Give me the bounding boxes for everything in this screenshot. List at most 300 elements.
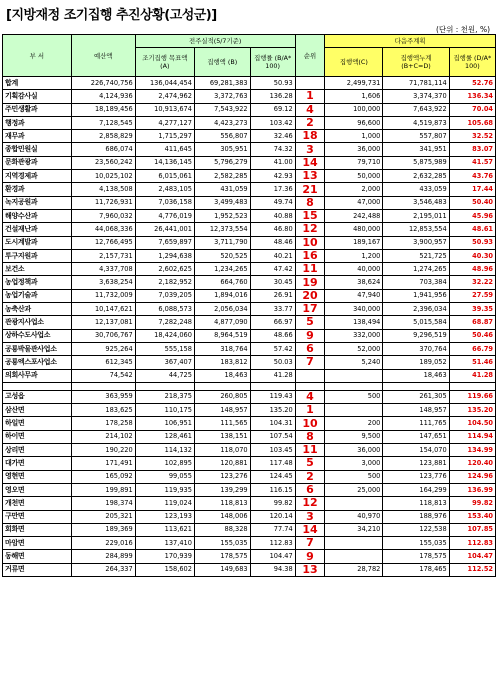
dept-name-cell: 종합민원실 bbox=[3, 143, 72, 156]
table-row bbox=[3, 329, 496, 342]
value-cell: 189,369 bbox=[71, 523, 135, 536]
value-cell: 8,964,519 bbox=[194, 329, 250, 342]
table-row bbox=[3, 417, 496, 430]
value-cell: 120,881 bbox=[194, 457, 250, 470]
value-cell: 433,059 bbox=[383, 183, 449, 196]
value-cell: 30,706,767 bbox=[71, 329, 135, 342]
value-cell: 147,651 bbox=[383, 430, 449, 443]
value-cell: 116.15 bbox=[250, 483, 295, 496]
value-cell: 6,088,573 bbox=[135, 303, 194, 316]
dept-name-cell: 구만면 bbox=[3, 510, 72, 523]
table-row bbox=[3, 444, 496, 457]
value-cell: 74.32 bbox=[250, 143, 295, 156]
value-cell: 703,384 bbox=[383, 276, 449, 289]
value-cell: 3,372,763 bbox=[194, 90, 250, 103]
value-cell: 500 bbox=[325, 470, 383, 483]
dept-name-cell: 주민생활과 bbox=[3, 103, 72, 116]
value-cell: 123,776 bbox=[383, 470, 449, 483]
value-cell: 1,234,265 bbox=[194, 263, 250, 276]
dept-name-cell: 삼산면 bbox=[3, 404, 72, 417]
table-row bbox=[3, 356, 496, 369]
next-rate-cell: 32.52 bbox=[449, 130, 495, 143]
next-rate-cell: 51.46 bbox=[449, 356, 495, 369]
value-cell: 154,070 bbox=[383, 444, 449, 457]
value-cell: 363,959 bbox=[71, 390, 135, 403]
value-cell: 40.88 bbox=[250, 209, 295, 222]
value-cell: 7,039,205 bbox=[135, 289, 194, 302]
header-prev-week: 전주실적(5/7기준) bbox=[135, 35, 295, 48]
table-row bbox=[3, 130, 496, 143]
value-cell: 71,781,114 bbox=[383, 77, 449, 90]
value-cell: 178,575 bbox=[194, 550, 250, 563]
table-row bbox=[3, 550, 496, 563]
value-cell: 4,337,708 bbox=[71, 263, 135, 276]
table-row bbox=[3, 116, 496, 129]
rank-cell: 10 bbox=[295, 417, 325, 430]
next-rate-cell: 66.79 bbox=[449, 342, 495, 355]
next-rate-cell: 27.59 bbox=[449, 289, 495, 302]
value-cell: 69.12 bbox=[250, 103, 295, 116]
value-cell: 1,952,523 bbox=[194, 209, 250, 222]
value-cell: 50.03 bbox=[250, 356, 295, 369]
table-row bbox=[3, 223, 496, 236]
dept-name-cell: 개천면 bbox=[3, 497, 72, 510]
value-cell: 99,055 bbox=[135, 470, 194, 483]
value-cell: 100,000 bbox=[325, 103, 383, 116]
value-cell: 205,321 bbox=[71, 510, 135, 523]
value-cell: 1,000 bbox=[325, 130, 383, 143]
value-cell: 28,782 bbox=[325, 563, 383, 576]
value-cell: 18,463 bbox=[383, 369, 449, 382]
value-cell: 111,565 bbox=[194, 417, 250, 430]
rank-cell: 3 bbox=[295, 510, 325, 523]
value-cell: 7,659,897 bbox=[135, 236, 194, 249]
value-cell: 226,740,756 bbox=[71, 77, 135, 90]
value-cell: 40,000 bbox=[325, 263, 383, 276]
value-cell: 18,463 bbox=[194, 369, 250, 382]
next-rate-cell: 105.68 bbox=[449, 116, 495, 129]
table-row bbox=[3, 563, 496, 576]
value-cell: 10,913,674 bbox=[135, 103, 194, 116]
value-cell: 664,760 bbox=[194, 276, 250, 289]
gap-cell bbox=[71, 382, 135, 390]
table-row bbox=[3, 510, 496, 523]
value-cell: 34,210 bbox=[325, 523, 383, 536]
value-cell: 4,776,019 bbox=[135, 209, 194, 222]
value-cell: 7,128,545 bbox=[71, 116, 135, 129]
value-cell: 3,638,254 bbox=[71, 276, 135, 289]
dept-name-cell: 거류면 bbox=[3, 563, 72, 576]
value-cell: 200 bbox=[325, 417, 383, 430]
value-cell: 49.74 bbox=[250, 196, 295, 209]
value-cell: 99.82 bbox=[250, 497, 295, 510]
value-cell: 2,182,952 bbox=[135, 276, 194, 289]
table-row bbox=[3, 276, 496, 289]
value-cell: 178,575 bbox=[383, 550, 449, 563]
value-cell: 47.42 bbox=[250, 263, 295, 276]
next-rate-cell: 50.93 bbox=[449, 236, 495, 249]
value-cell: 3,711,790 bbox=[194, 236, 250, 249]
value-cell: 57.42 bbox=[250, 342, 295, 355]
value-cell: 123,881 bbox=[383, 457, 449, 470]
value-cell: 41.28 bbox=[250, 369, 295, 382]
value-cell: 44,725 bbox=[135, 369, 194, 382]
value-cell: 40.21 bbox=[250, 249, 295, 262]
dept-name-cell: 재무과 bbox=[3, 130, 72, 143]
value-cell: 520,525 bbox=[194, 249, 250, 262]
value-cell: 556,807 bbox=[194, 130, 250, 143]
dept-name-cell: 농업정책과 bbox=[3, 276, 72, 289]
rank-cell: 6 bbox=[295, 483, 325, 496]
value-cell: 77.74 bbox=[250, 523, 295, 536]
value-cell: 367,407 bbox=[135, 356, 194, 369]
value-cell: 118,813 bbox=[383, 497, 449, 510]
value-cell: 10,147,621 bbox=[71, 303, 135, 316]
value-cell: 2,602,625 bbox=[135, 263, 194, 276]
table-row bbox=[3, 90, 496, 103]
header-budget: 예산액 bbox=[71, 35, 135, 77]
value-cell: 36,000 bbox=[325, 143, 383, 156]
header-target: 조기집행 목표액(A) bbox=[135, 48, 194, 77]
value-cell: 165,092 bbox=[71, 470, 135, 483]
value-cell bbox=[325, 537, 383, 550]
value-cell: 135.20 bbox=[250, 404, 295, 417]
value-cell: 7,543,922 bbox=[194, 103, 250, 116]
next-rate-cell: 135.20 bbox=[449, 404, 495, 417]
table-row bbox=[3, 430, 496, 443]
value-cell: 199,891 bbox=[71, 483, 135, 496]
value-cell: 74,542 bbox=[71, 369, 135, 382]
rank-cell: 8 bbox=[295, 196, 325, 209]
value-cell: 370,764 bbox=[383, 342, 449, 355]
value-cell: 242,488 bbox=[325, 209, 383, 222]
rank-cell: 6 bbox=[295, 342, 325, 355]
table-row bbox=[3, 289, 496, 302]
header-next-week: 다음주계획 bbox=[325, 35, 496, 48]
value-cell: 158,602 bbox=[135, 563, 194, 576]
value-cell: 189,052 bbox=[383, 356, 449, 369]
value-cell: 183,812 bbox=[194, 356, 250, 369]
value-cell: 183,625 bbox=[71, 404, 135, 417]
value-cell: 555,158 bbox=[135, 342, 194, 355]
next-rate-cell: 17.44 bbox=[449, 183, 495, 196]
value-cell: 69,281,383 bbox=[194, 77, 250, 90]
value-cell: 122,538 bbox=[383, 523, 449, 536]
rank-cell: 5 bbox=[295, 316, 325, 329]
value-cell: 42.93 bbox=[250, 170, 295, 183]
dept-name-cell: 합계 bbox=[3, 77, 72, 90]
value-cell: 5,875,989 bbox=[383, 156, 449, 169]
value-cell: 178,465 bbox=[383, 563, 449, 576]
rank-cell: 11 bbox=[295, 444, 325, 457]
table-row bbox=[3, 470, 496, 483]
value-cell: 5,796,279 bbox=[194, 156, 250, 169]
value-cell: 26,441,001 bbox=[135, 223, 194, 236]
value-cell: 480,000 bbox=[325, 223, 383, 236]
value-cell: 44,068,336 bbox=[71, 223, 135, 236]
next-rate-cell: 134.99 bbox=[449, 444, 495, 457]
dept-name-cell: 공룡박물관사업소 bbox=[3, 342, 72, 355]
next-rate-cell: 52.76 bbox=[449, 77, 495, 90]
value-cell: 264,337 bbox=[71, 563, 135, 576]
value-cell: 2,195,011 bbox=[383, 209, 449, 222]
dept-name-cell: 동해면 bbox=[3, 550, 72, 563]
value-cell: 52,000 bbox=[325, 342, 383, 355]
dept-name-cell: 환경과 bbox=[3, 183, 72, 196]
value-cell: 1,606 bbox=[325, 90, 383, 103]
gap-cell bbox=[449, 382, 495, 390]
next-rate-cell: 48.96 bbox=[449, 263, 495, 276]
value-cell: 148,957 bbox=[194, 404, 250, 417]
value-cell: 138,494 bbox=[325, 316, 383, 329]
rank-cell: 9 bbox=[295, 329, 325, 342]
next-rate-cell: 32.22 bbox=[449, 276, 495, 289]
rank-cell: 4 bbox=[295, 390, 325, 403]
value-cell: 41.00 bbox=[250, 156, 295, 169]
value-cell: 7,643,922 bbox=[383, 103, 449, 116]
rank-cell bbox=[295, 77, 325, 90]
value-cell: 120.14 bbox=[250, 510, 295, 523]
dept-name-cell: 대가면 bbox=[3, 457, 72, 470]
value-cell: 214,102 bbox=[71, 430, 135, 443]
rank-cell: 9 bbox=[295, 550, 325, 563]
value-cell: 1,941,956 bbox=[383, 289, 449, 302]
dept-name-cell: 회화면 bbox=[3, 523, 72, 536]
value-cell: 50,000 bbox=[325, 170, 383, 183]
table-row bbox=[3, 143, 496, 156]
page-title: [지방재정 조기집행 추진상황(고성군)] bbox=[6, 8, 217, 23]
next-rate-cell: 119.66 bbox=[449, 390, 495, 403]
value-cell: 149,683 bbox=[194, 563, 250, 576]
rank-cell: 3 bbox=[295, 143, 325, 156]
value-cell: 107.54 bbox=[250, 430, 295, 443]
rank-cell: 4 bbox=[295, 103, 325, 116]
table-row bbox=[3, 523, 496, 536]
value-cell: 12,137,081 bbox=[71, 316, 135, 329]
value-cell: 88,328 bbox=[194, 523, 250, 536]
value-cell: 171,491 bbox=[71, 457, 135, 470]
value-cell: 48.66 bbox=[250, 329, 295, 342]
value-cell: 340,000 bbox=[325, 303, 383, 316]
dept-name-cell: 의회사무과 bbox=[3, 369, 72, 382]
value-cell: 123,193 bbox=[135, 510, 194, 523]
value-cell: 3,374,370 bbox=[383, 90, 449, 103]
value-cell: 686,074 bbox=[71, 143, 135, 156]
next-rate-cell: 99.82 bbox=[449, 497, 495, 510]
dept-name-cell: 해양수산과 bbox=[3, 209, 72, 222]
dept-name-cell: 기획감사실 bbox=[3, 90, 72, 103]
gap-cell bbox=[383, 382, 449, 390]
value-cell: 11,726,931 bbox=[71, 196, 135, 209]
rank-cell: 19 bbox=[295, 276, 325, 289]
dept-name-cell: 문화관광과 bbox=[3, 156, 72, 169]
dept-name-cell: 마암면 bbox=[3, 537, 72, 550]
value-cell: 7,960,032 bbox=[71, 209, 135, 222]
next-rate-cell: 50.40 bbox=[449, 196, 495, 209]
value-cell: 9,296,519 bbox=[383, 329, 449, 342]
value-cell bbox=[325, 497, 383, 510]
value-cell: 47,940 bbox=[325, 289, 383, 302]
value-cell: 12,853,554 bbox=[383, 223, 449, 236]
value-cell: 2,483,105 bbox=[135, 183, 194, 196]
next-rate-cell: 136.99 bbox=[449, 483, 495, 496]
dept-name-cell: 지역경제과 bbox=[3, 170, 72, 183]
dept-name-cell: 영오면 bbox=[3, 483, 72, 496]
table-row bbox=[3, 156, 496, 169]
table-row bbox=[3, 390, 496, 403]
next-rate-cell: 114.94 bbox=[449, 430, 495, 443]
execution-table bbox=[2, 34, 496, 577]
value-cell: 198,374 bbox=[71, 497, 135, 510]
rank-cell: 2 bbox=[295, 470, 325, 483]
header-exec: 집행액 (B) bbox=[194, 48, 250, 77]
dept-name-cell: 상하수도사업소 bbox=[3, 329, 72, 342]
value-cell: 612,345 bbox=[71, 356, 135, 369]
value-cell: 50.93 bbox=[250, 77, 295, 90]
rank-cell bbox=[295, 369, 325, 382]
value-cell: 411,645 bbox=[135, 143, 194, 156]
value-cell: 925,264 bbox=[71, 342, 135, 355]
gap-cell bbox=[325, 382, 383, 390]
next-rate-cell: 104.47 bbox=[449, 550, 495, 563]
value-cell: 118,813 bbox=[194, 497, 250, 510]
rank-cell: 12 bbox=[295, 497, 325, 510]
value-cell: 112.83 bbox=[250, 537, 295, 550]
table-row bbox=[3, 249, 496, 262]
rank-cell: 21 bbox=[295, 183, 325, 196]
header-dept: 부 서 bbox=[3, 35, 72, 77]
dept-name-cell: 관광지사업소 bbox=[3, 316, 72, 329]
rank-cell: 14 bbox=[295, 523, 325, 536]
next-rate-cell: 107.85 bbox=[449, 523, 495, 536]
value-cell: 33.77 bbox=[250, 303, 295, 316]
next-rate-cell: 48.61 bbox=[449, 223, 495, 236]
value-cell: 260,805 bbox=[194, 390, 250, 403]
table-row bbox=[3, 170, 496, 183]
value-cell: 119,024 bbox=[135, 497, 194, 510]
value-cell: 4,124,936 bbox=[71, 90, 135, 103]
rank-cell: 5 bbox=[295, 457, 325, 470]
value-cell: 305,951 bbox=[194, 143, 250, 156]
rank-cell: 15 bbox=[295, 209, 325, 222]
value-cell: 5,015,584 bbox=[383, 316, 449, 329]
gap-cell bbox=[295, 382, 325, 390]
table-row bbox=[3, 369, 496, 382]
value-cell: 113,621 bbox=[135, 523, 194, 536]
table-row bbox=[3, 404, 496, 417]
value-cell: 11,732,009 bbox=[71, 289, 135, 302]
next-rate-cell: 45.96 bbox=[449, 209, 495, 222]
value-cell: 139,299 bbox=[194, 483, 250, 496]
value-cell: 46.80 bbox=[250, 223, 295, 236]
value-cell: 136.28 bbox=[250, 90, 295, 103]
dept-name-cell: 투구지원과 bbox=[3, 249, 72, 262]
value-cell: 18,189,456 bbox=[71, 103, 135, 116]
value-cell: 431,059 bbox=[194, 183, 250, 196]
rank-cell: 13 bbox=[295, 563, 325, 576]
value-cell: 2,396,034 bbox=[383, 303, 449, 316]
table-row bbox=[3, 457, 496, 470]
value-cell: 190,220 bbox=[71, 444, 135, 457]
value-cell: 94.38 bbox=[250, 563, 295, 576]
value-cell: 1,715,297 bbox=[135, 130, 194, 143]
value-cell: 128,461 bbox=[135, 430, 194, 443]
dept-name-cell: 하일면 bbox=[3, 417, 72, 430]
value-cell: 341,951 bbox=[383, 143, 449, 156]
value-cell: 23,560,242 bbox=[71, 156, 135, 169]
header-cum-exec: 집행액누계 (B+C=D) bbox=[383, 48, 449, 77]
value-cell: 119,935 bbox=[135, 483, 194, 496]
value-cell: 14,136,145 bbox=[135, 156, 194, 169]
gap-cell bbox=[250, 382, 295, 390]
table-row bbox=[3, 209, 496, 222]
rank-cell: 13 bbox=[295, 170, 325, 183]
value-cell: 5,240 bbox=[325, 356, 383, 369]
value-cell: 6,015,061 bbox=[135, 170, 194, 183]
value-cell: 148,957 bbox=[383, 404, 449, 417]
value-cell: 110,175 bbox=[135, 404, 194, 417]
value-cell: 32.46 bbox=[250, 130, 295, 143]
value-cell: 26.91 bbox=[250, 289, 295, 302]
value-cell: 332,000 bbox=[325, 329, 383, 342]
dept-name-cell: 농업기술과 bbox=[3, 289, 72, 302]
dept-name-cell: 하이면 bbox=[3, 430, 72, 443]
value-cell: 40,970 bbox=[325, 510, 383, 523]
value-cell: 155,035 bbox=[383, 537, 449, 550]
value-cell: 4,519,873 bbox=[383, 116, 449, 129]
value-cell: 2,582,285 bbox=[194, 170, 250, 183]
value-cell: 188,976 bbox=[383, 510, 449, 523]
value-cell bbox=[325, 404, 383, 417]
next-rate-cell: 50.46 bbox=[449, 329, 495, 342]
gap-cell bbox=[194, 382, 250, 390]
value-cell: 170,939 bbox=[135, 550, 194, 563]
value-cell: 103.45 bbox=[250, 444, 295, 457]
value-cell: 2,056,034 bbox=[194, 303, 250, 316]
value-cell: 4,877,090 bbox=[194, 316, 250, 329]
unit-label: (단위 : 천원, %) bbox=[435, 25, 490, 34]
value-cell: 12,766,495 bbox=[71, 236, 135, 249]
dept-name-cell: 농축산과 bbox=[3, 303, 72, 316]
value-cell: 2,632,285 bbox=[383, 170, 449, 183]
dept-name-cell: 녹지공원과 bbox=[3, 196, 72, 209]
next-rate-cell: 70.04 bbox=[449, 103, 495, 116]
dept-name-cell: 공룡엑스포사업소 bbox=[3, 356, 72, 369]
value-cell: 79,710 bbox=[325, 156, 383, 169]
value-cell: 2,858,829 bbox=[71, 130, 135, 143]
next-rate-cell: 39.35 bbox=[449, 303, 495, 316]
next-rate-cell: 68.87 bbox=[449, 316, 495, 329]
table-row bbox=[3, 263, 496, 276]
value-cell: 148,006 bbox=[194, 510, 250, 523]
value-cell bbox=[325, 550, 383, 563]
value-cell: 12,373,554 bbox=[194, 223, 250, 236]
value-cell: 9,500 bbox=[325, 430, 383, 443]
rank-cell: 10 bbox=[295, 236, 325, 249]
value-cell: 137,410 bbox=[135, 537, 194, 550]
next-rate-cell: 43.76 bbox=[449, 170, 495, 183]
value-cell: 178,258 bbox=[71, 417, 135, 430]
next-rate-cell: 153.40 bbox=[449, 510, 495, 523]
next-rate-cell: 41.57 bbox=[449, 156, 495, 169]
value-cell: 114,132 bbox=[135, 444, 194, 457]
value-cell: 284,899 bbox=[71, 550, 135, 563]
table-row bbox=[3, 316, 496, 329]
value-cell: 229,016 bbox=[71, 537, 135, 550]
value-cell bbox=[325, 369, 383, 382]
table-row bbox=[3, 537, 496, 550]
value-cell: 123,276 bbox=[194, 470, 250, 483]
